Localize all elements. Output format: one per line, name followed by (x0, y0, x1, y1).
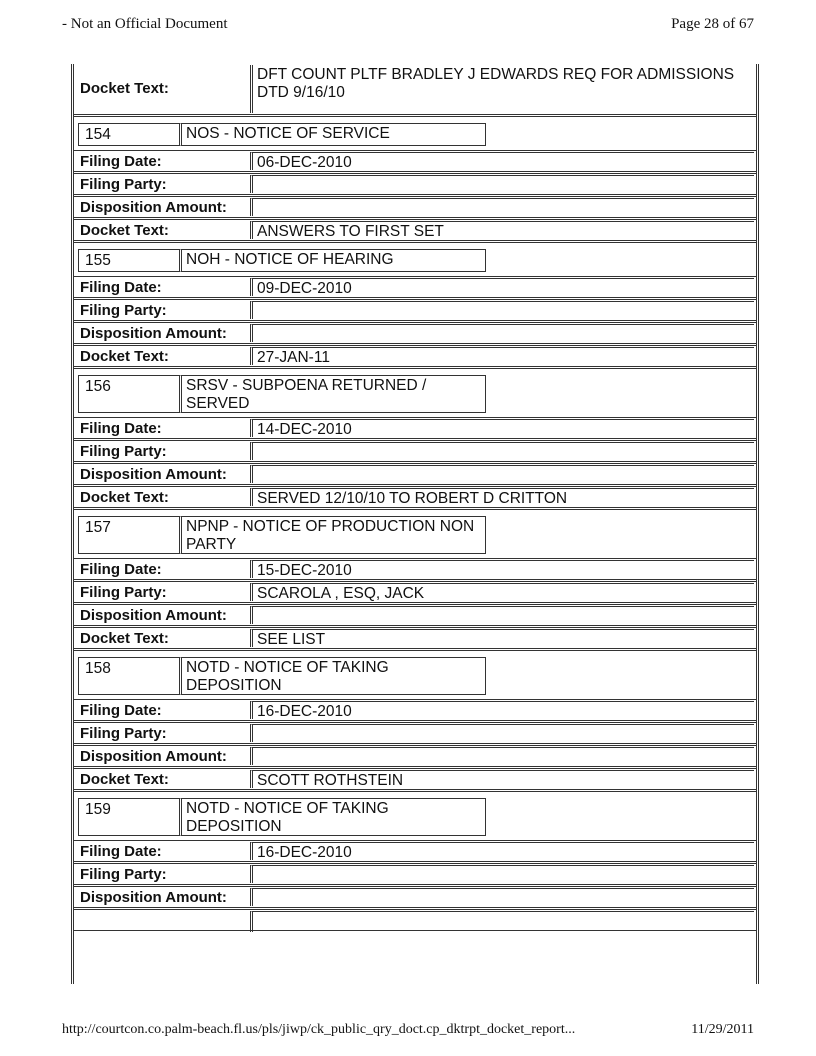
docket-entry (74, 510, 756, 651)
disposition-amount-value (250, 888, 754, 906)
docket-text-label: Docket Text: (80, 489, 169, 506)
entry-description: NOS - NOTICE OF SERVICE (182, 123, 486, 146)
disposition-amount-row (74, 464, 756, 487)
page-footer (62, 1022, 754, 1038)
filing-date-label: Filing Date: (80, 153, 162, 170)
disposition-amount-label: Disposition Amount: (80, 466, 227, 483)
docket-text-row (74, 487, 756, 510)
disposition-amount-value (250, 606, 754, 624)
entry-description: NOTD - NOTICE OF TAKING DEPOSITION (182, 657, 486, 695)
disposition-amount-label: Disposition Amount: (80, 325, 227, 342)
filing-party-row (74, 300, 756, 323)
disposition-amount-label: Disposition Amount: (80, 607, 227, 624)
disposition-amount-row (74, 197, 756, 220)
page-number: Page 28 of 67 (671, 16, 754, 32)
print-date: 11/29/2011 (691, 1022, 754, 1037)
disposition-amount-row (74, 605, 756, 628)
filing-date-value: 16-DEC-2010 (250, 701, 754, 719)
filing-party-row (74, 174, 756, 197)
filing-date-row (74, 418, 756, 441)
entry-header-row (74, 651, 756, 699)
disposition-amount-value (250, 324, 754, 342)
filing-party-value (250, 442, 754, 460)
filing-date-row (74, 151, 756, 174)
disposition-amount-label: Disposition Amount: (80, 199, 227, 216)
docket-text-label: Docket Text: (80, 630, 169, 647)
filing-date-value: 09-DEC-2010 (250, 278, 754, 296)
filing-party-value (250, 175, 754, 193)
entry-description: NOH - NOTICE OF HEARING (182, 249, 486, 272)
docket-text-label: Docket Text: (80, 222, 169, 239)
filing-date-row (74, 559, 756, 582)
entry-header-row (74, 792, 756, 840)
filing-party-value: SCAROLA , ESQ, JACK (250, 583, 754, 601)
docket-entries (74, 117, 756, 932)
header-disclaimer: - Not an Official Document (62, 16, 228, 32)
docket-text-row (74, 220, 756, 243)
filing-date-label: Filing Date: (80, 561, 162, 578)
docket-text-label: Docket Text: (80, 771, 169, 788)
docket-text-value: ANSWERS TO FIRST SET (250, 221, 754, 239)
docket-text-row (74, 346, 756, 369)
docket-entry (74, 243, 756, 369)
filing-party-value (250, 724, 754, 742)
filing-party-value (250, 301, 754, 319)
filing-date-value: 06-DEC-2010 (250, 152, 754, 170)
filing-party-label: Filing Party: (80, 866, 167, 883)
disposition-amount-value (250, 465, 754, 483)
disposition-amount-label: Disposition Amount: (80, 748, 227, 765)
filing-party-label: Filing Party: (80, 584, 167, 601)
entry-description: NPNP - NOTICE OF PRODUCTION NON PARTY (182, 516, 486, 554)
docket-text-value: DFT COUNT PLTF BRADLEY J EDWARDS REQ FOR ADMISSIONS DTD 9/16/10 (250, 65, 754, 113)
disposition-amount-row (74, 887, 756, 910)
docket-text-row (74, 769, 756, 792)
filing-date-label: Filing Date: (80, 279, 162, 296)
disposition-amount-row (74, 746, 756, 769)
docket-text-label: Docket Text: (80, 348, 169, 365)
docket-text-value: SERVED 12/10/10 TO ROBERT D CRITTON (250, 488, 754, 506)
entry-number: 157 (78, 516, 182, 554)
filing-date-value: 14-DEC-2010 (250, 419, 754, 437)
filing-date-value: 16-DEC-2010 (250, 842, 754, 860)
entry-number: 155 (78, 249, 182, 272)
docket-entry (74, 117, 756, 243)
docket-text-row (74, 910, 756, 932)
filing-party-value (250, 865, 754, 883)
disposition-amount-value (250, 198, 754, 216)
filing-date-label: Filing Date: (80, 420, 162, 437)
docket-entry (74, 792, 756, 932)
entry-header-row (74, 510, 756, 558)
filing-party-label: Filing Party: (80, 176, 167, 193)
entry-description: NOTD - NOTICE OF TAKING DEPOSITION (182, 798, 486, 836)
filing-date-value: 15-DEC-2010 (250, 560, 754, 578)
docket-table (71, 64, 759, 984)
filing-party-label: Filing Party: (80, 443, 167, 460)
disposition-amount-value (250, 747, 754, 765)
filing-date-label: Filing Date: (80, 702, 162, 719)
filing-party-row (74, 441, 756, 464)
docket-text-value (250, 911, 754, 932)
entry-header-row (74, 117, 756, 150)
filing-party-row (74, 864, 756, 887)
entry-header-row (74, 369, 756, 417)
docket-text-label: Docket Text: (80, 80, 169, 97)
source-url: http://courtcon.co.palm-beach.fl.us/pls/jiwp/ck_public_qry_doct.cp_dktrpt_docket_report... (62, 1022, 576, 1037)
disposition-amount-label: Disposition Amount: (80, 889, 227, 906)
filing-party-label: Filing Party: (80, 302, 167, 319)
filing-party-label: Filing Party: (80, 725, 167, 742)
filing-party-row (74, 582, 756, 605)
disposition-amount-row (74, 323, 756, 346)
filing-party-row (74, 723, 756, 746)
docket-text-value: SEE LIST (250, 629, 754, 647)
lead-docket-text-row (74, 64, 756, 117)
filing-date-label: Filing Date: (80, 843, 162, 860)
filing-date-row (74, 277, 756, 300)
entry-number: 158 (78, 657, 182, 695)
entry-number: 156 (78, 375, 182, 413)
filing-date-row (74, 700, 756, 723)
docket-entry (74, 369, 756, 510)
entry-header-row (74, 243, 756, 276)
docket-text-row (74, 628, 756, 651)
filing-date-row (74, 841, 756, 864)
entry-number: 154 (78, 123, 182, 146)
docket-text-value: 27-JAN-11 (250, 347, 754, 365)
docket-text-value: SCOTT ROTHSTEIN (250, 770, 754, 788)
entry-description: SRSV - SUBPOENA RETURNED / SERVED (182, 375, 486, 413)
entry-number: 159 (78, 798, 182, 836)
docket-entry (74, 651, 756, 792)
